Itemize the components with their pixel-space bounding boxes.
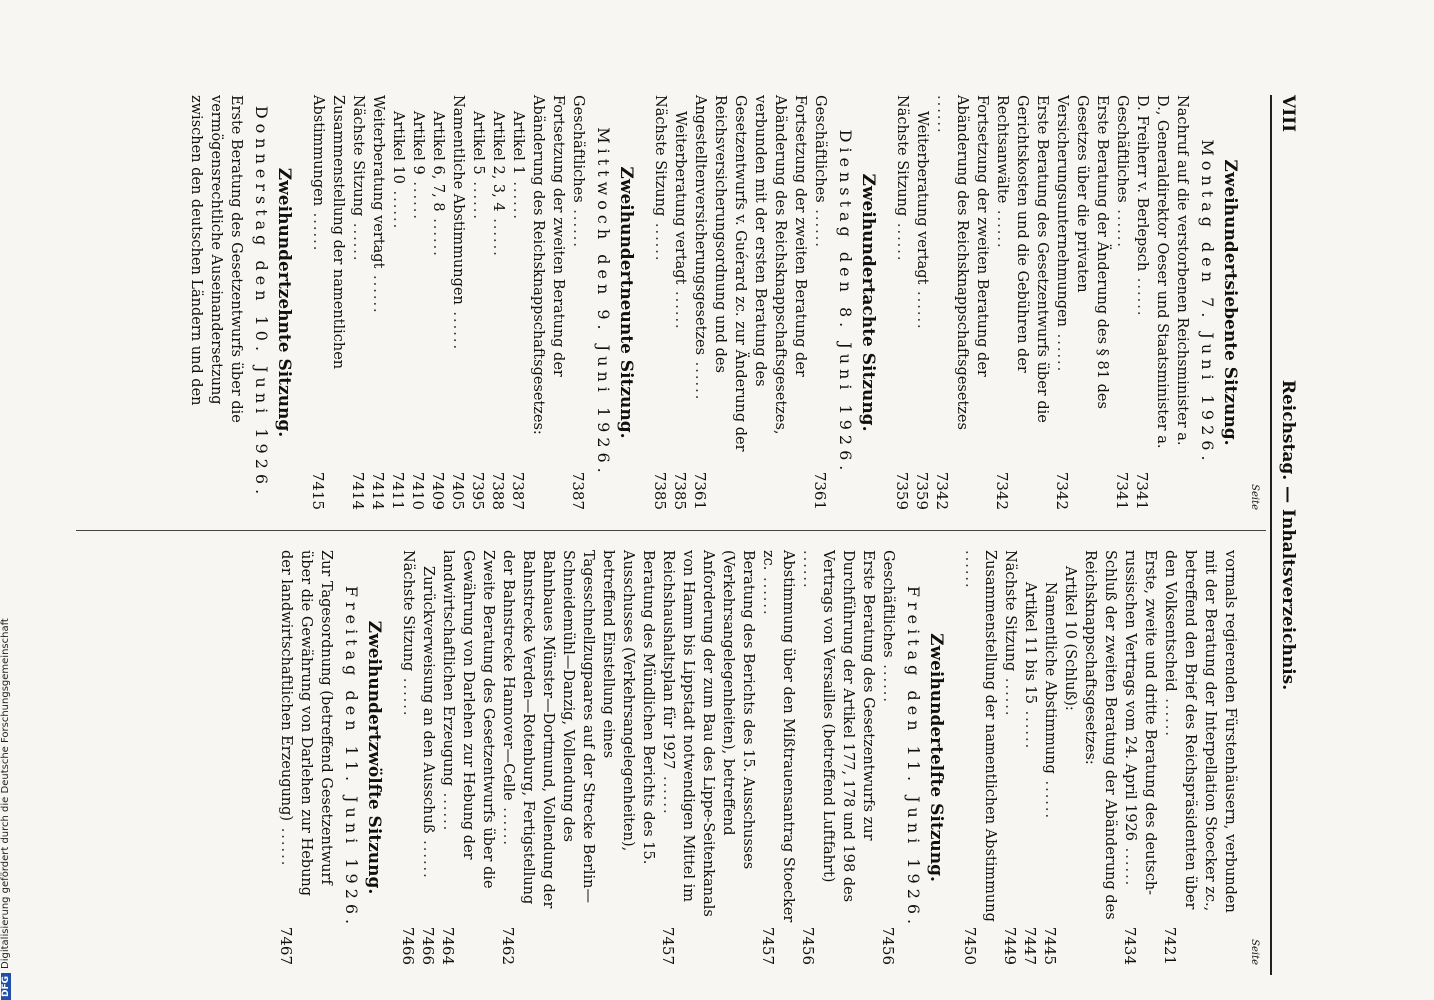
entry-text: Zur Tagesordnung (betreffend Gesetzentwurf über die Gewährung von Darlehen zur Hebung der landwirtschaftlichen Erzeugung) [278,550,334,897]
leader-dots: ...... [880,657,896,704]
entry-text: Artikel 6, 7, 8 [430,111,446,212]
session-block [186,95,294,510]
page-ref: 7342 [1053,471,1071,510]
page-ref: 7341 [1133,471,1151,510]
page-ref: 7388 [489,471,507,510]
toc-entry [418,550,438,965]
entry-text: Geschäftliches [570,95,586,203]
entry-text: vormals regierenden Fürstenhäusern, verbunden mit der Beratung der Interpellation Stoecker zc., betreffend den Brief des Reichspräsidenten über den Volksentscheid [1162,550,1238,913]
page-ref: 7387 [509,471,527,510]
entry-text: Weiterberatung vertagt [370,95,386,269]
entry-text: Nächste Sitzung [350,95,366,217]
page-ref: 7450 [961,926,979,965]
page-ref: 7466 [399,926,417,965]
session-date: Montag den 7. Juni 1926. [1198,139,1217,466]
toc-entry [276,550,336,965]
leader-dots: ...... [370,268,386,315]
leader-dots: ...... [440,786,456,833]
entry-text: Erste Beratung des Gesetzentwurfs über die vermögensrechtliche Auseinandersetzung zwischen den deutschen Ländern und den [188,95,244,423]
toc-entry [388,95,408,510]
toc-entry [468,95,488,510]
session-block [398,550,946,965]
toc-entry [932,95,992,510]
toc-entry [798,550,878,965]
toc-entry [186,95,246,510]
toc-entry [528,95,568,510]
page-ref: 7385 [671,471,689,510]
entry-text: Abstimmung über den Mißtrauensantrag Stoecker zc. [760,550,796,923]
entry-text: Artikel 11 bis 15 [1022,582,1038,704]
page-header [1270,95,1300,975]
leader-dots: ...... [278,821,294,868]
toc-entry [810,95,830,510]
leader-dots: ...... [800,550,816,590]
toc-entry [1132,95,1192,510]
page-number: VIII [1278,95,1298,133]
page-ref: 7445 [1041,926,1059,965]
left-column [172,95,1260,510]
session-date: Freitag den 11. Juni 1926. [342,585,361,930]
entry-text: Erste, zweite und dritte Beratung des deutsch-russischen Vertrags vom 24. April 1926 [1122,550,1158,896]
page-ref: 7361 [691,471,709,510]
leader-dots: ...... [962,550,978,590]
page-ref: 7385 [651,471,669,510]
page-ref: 7395 [469,471,487,510]
entry-text: Artikel 1 [510,111,526,175]
session-block [308,95,636,510]
toc-entry [1080,550,1120,965]
toc-entry [368,95,388,510]
document-page [60,95,1300,975]
entry-text: Zusammenstellung der namentlichen Abstimmung [982,550,998,922]
page-ref: 7457 [759,926,777,965]
entry-text: Schluß der zweiten Beratung der Abänderung des Reichsknappschaftsgesetzes: [1082,550,1118,920]
entry-text: Artikel 2, 3, 4 [490,111,506,212]
toc-entry [960,550,1000,965]
page-ref: 7359 [893,471,911,510]
toc-entry [1040,550,1060,965]
toc-entry [428,95,448,510]
toc-entry [1160,550,1240,965]
page-ref: 7434 [1121,926,1139,965]
toc-entry [488,95,508,510]
entry-text: Nächste Sitzung [652,95,668,217]
page-ref: 7342 [933,471,951,510]
session-title: Zweihundertzehnte Sitzung. [274,167,294,438]
toc-entry [308,95,348,510]
toc-entry [398,550,418,965]
seite-label: Seite [1249,484,1260,510]
session-date: Dienstag den 8. Juni 1926. [836,129,855,476]
right-column [262,550,1260,965]
entry-text: Nachruf auf die verstorbenen Reichsminister a. D., Generaldirektor Oeser und Staatsminister a. D. Freiherr v. Berlepsch [1134,95,1190,449]
entry-text: Artikel 10 (Schluß): [1062,566,1078,711]
leader-dots: ...... [570,202,586,249]
leader-dots: ...... [1054,327,1070,374]
session-date: Mittwoch den 9. Juni 1926. [594,127,613,478]
entry-text: Weiterberatung vertagt [672,111,688,285]
page-ref: 7405 [449,471,467,510]
toc-entry [348,95,368,510]
session-block [892,95,1240,510]
entry-text: Fortsetzung der zweiten Beratung der Abänderung des Reichsknappschaftsgesetzes: [530,95,566,435]
session-title: Zweihundertzwölfte Sitzung. [364,620,384,895]
leader-dots: ...... [350,216,366,263]
entry-text: Zurückverweisung an den Ausschuß [420,566,436,834]
leader-dots: ...... [1122,841,1138,888]
leader-dots: ...... [1134,271,1150,318]
running-title: Reichstag. — Inhaltsverzeichnis. [1278,379,1298,691]
page-ref: 7449 [1001,926,1019,965]
toc-entry [690,95,810,510]
leader-dots: ...... [672,284,688,331]
seite-label: Seite [1249,939,1260,965]
entry-text: Geschäftliches [1114,95,1130,203]
page-ref: 7421 [1161,926,1179,965]
page-ref: 7341 [1113,471,1131,510]
entry-text: Artikel 5 [470,111,486,175]
page-ref: 7462 [499,926,517,965]
toc-entry [1020,550,1040,965]
leader-dots: ...... [692,355,708,402]
toc-entry [992,95,1052,510]
session-title: Zweihundertsiebente Sitzung. [1220,159,1240,446]
leader-dots: ...... [1002,671,1018,718]
page-ref: 7414 [369,471,387,510]
leader-dots: ...... [994,203,1010,250]
page-ref: 7361 [811,471,829,510]
entry-text: Geschäftliches [812,95,828,203]
entry-text: Nächste Sitzung [1002,550,1018,672]
leader-dots: ...... [470,174,486,221]
leader-dots: ...... [390,183,406,231]
toc-entry [670,95,690,510]
leader-dots: ...... [1022,703,1038,751]
entry-text: Erste Beratung der Änderung des § 81 des Gesetzes über die privaten Versicherungsunternehmungen [1054,95,1110,409]
session-title: Zweihundertachte Sitzung. [858,173,878,432]
entry-text: Geschäftliches [880,550,896,658]
page-ref: 7411 [389,471,407,510]
page-ref: 7456 [879,926,897,965]
leader-dots: ...... [914,284,930,331]
entry-text: Namentliche Abstimmung [1042,582,1058,774]
entry-text: Beratung des Mündlichen Berichts des 15. Ausschusses (Verkehrsangelegenheiten), betreffend Einstellung eines Tagesschnellzugpaares auf der Strecke Berlin—Schneidemühl—Danzig, Vollendung des Bahnbaues Münster—Dortmund, Vollendung der Bahnstrecke Verden—Rotenburg, Fertigstellung der Bahnstrecke Hannover—Celle [500,550,656,909]
entry-text: Fortsetzung der zweiten Beratung der Abänderung des Reichsknappschaftsgesetzes [954,95,990,430]
toc-entry [1000,550,1020,965]
leader-dots: ...... [490,211,506,258]
leader-dots: ...... [510,174,526,221]
toc-entry [1120,550,1160,965]
session-block [276,550,384,965]
page-ref: 7387 [569,471,587,510]
digitization-credit [0,618,11,1000]
session-block [960,550,1240,965]
leader-dots: ...... [450,304,466,352]
leader-dots: ...... [812,202,828,249]
toc-entry [508,95,528,510]
toc-entry [892,95,912,510]
session-date: Donnerstag den 10. Juni 1926. [252,105,271,500]
leader-dots: ...... [420,833,436,880]
session-title: Zweihundertneunte Sitzung. [616,166,636,439]
entry-text: Beratung des Berichts des 15. Ausschusses (Verkehrsangelegenheiten), betreffend Anforderung der zum Bau des Lippe-Seitenkanals von Hamm bis Lippstadt notwendigen Mittel im Reichshaushaltsplan für 1927 [660,550,756,917]
leader-dots: ...... [1042,773,1058,821]
page-ref: 7409 [429,471,447,510]
leader-dots: ...... [760,570,776,617]
toc-entry [498,550,658,965]
entry-text: Fortsetzung der zweiten Beratung der Abänderung des Reichsknappschaftsgesetzes, verbunden mit der ersten Beratung des Gesetzentwurfs v. Guérard zc. zur Änderung der Reichsversicherungsordnung und des Angestelltenversicherungsgesetzes [692,95,808,452]
page-ref: 7414 [349,471,367,510]
page-ref: 7466 [419,926,437,965]
toc-entry [408,95,428,510]
leader-dots: ...... [934,95,950,135]
leader-dots: ...... [310,206,326,253]
column-divider [76,530,1266,531]
entry-text: Zweite Beratung des Gesetzentwurfs über die Gewährung von Darlehen zur Hebung der landwirtschaftlichen Erzeugung [440,550,496,889]
entry-text: Zusammenstellung der namentlichen Abstimmungen [310,95,346,370]
toc-entry [758,550,798,965]
toc-entry [658,550,758,965]
entry-text: Namentliche Abstimmungen [450,95,466,305]
page-ref: 7457 [659,926,677,965]
entry-text: Nächste Sitzung [894,95,910,217]
leader-dots: ...... [430,211,446,258]
toc-entry [448,95,468,510]
toc-entry [1052,95,1112,510]
entry-text: Erste Beratung des Gesetzentwurfs zur Durchführung der Artikel 177, 178 und 198 des Vertrags von Versailles (betreffend Luftfahrt) [820,550,876,903]
toc-entry [650,95,670,510]
toc-entry [438,550,498,965]
entry-text: Artikel 10 [390,111,406,184]
toc-entry [878,550,898,965]
toc-entry [1112,95,1132,510]
entry-text: Weiterberatung vertagt [914,111,930,285]
page-ref: 7467 [277,926,295,965]
session-block [650,95,878,510]
page-ref: 7456 [799,926,817,965]
entry-text: Erste Beratung des Gesetzentwurfs über die Gerichtskosten und die Gebühren der Rechtsanwälte [994,95,1050,423]
toc-entry [568,95,588,510]
session-date: Freitag den 11. Juni 1926. [904,585,923,930]
leader-dots: ...... [500,800,516,847]
leader-dots: ...... [894,216,910,263]
leader-dots: ...... [660,769,676,816]
page-ref: 7359 [913,471,931,510]
leader-dots: ...... [410,174,426,221]
page-ref: 7342 [993,471,1011,510]
page-ref: 7447 [1021,926,1039,965]
toc-entry [912,95,932,510]
page-ref: 7415 [309,471,327,510]
leader-dots: ...... [1114,202,1130,249]
entry-text: Nächste Sitzung [400,550,416,672]
session-title: Zweihundertelfte Sitzung. [926,633,946,882]
leader-dots: ...... [1162,691,1178,738]
page-ref: 7410 [409,471,427,510]
entry-text: Artikel 9 [410,111,426,175]
toc-entry [1060,550,1080,965]
page-ref: 7464 [439,926,457,965]
leader-dots: ...... [652,216,668,263]
credit-text: Digitalisierung gefördert durch die Deutsche Forschungsgemeinschaft [0,618,11,969]
leader-dots: ...... [400,671,416,718]
dfg-logo: DFG [1,973,11,1000]
